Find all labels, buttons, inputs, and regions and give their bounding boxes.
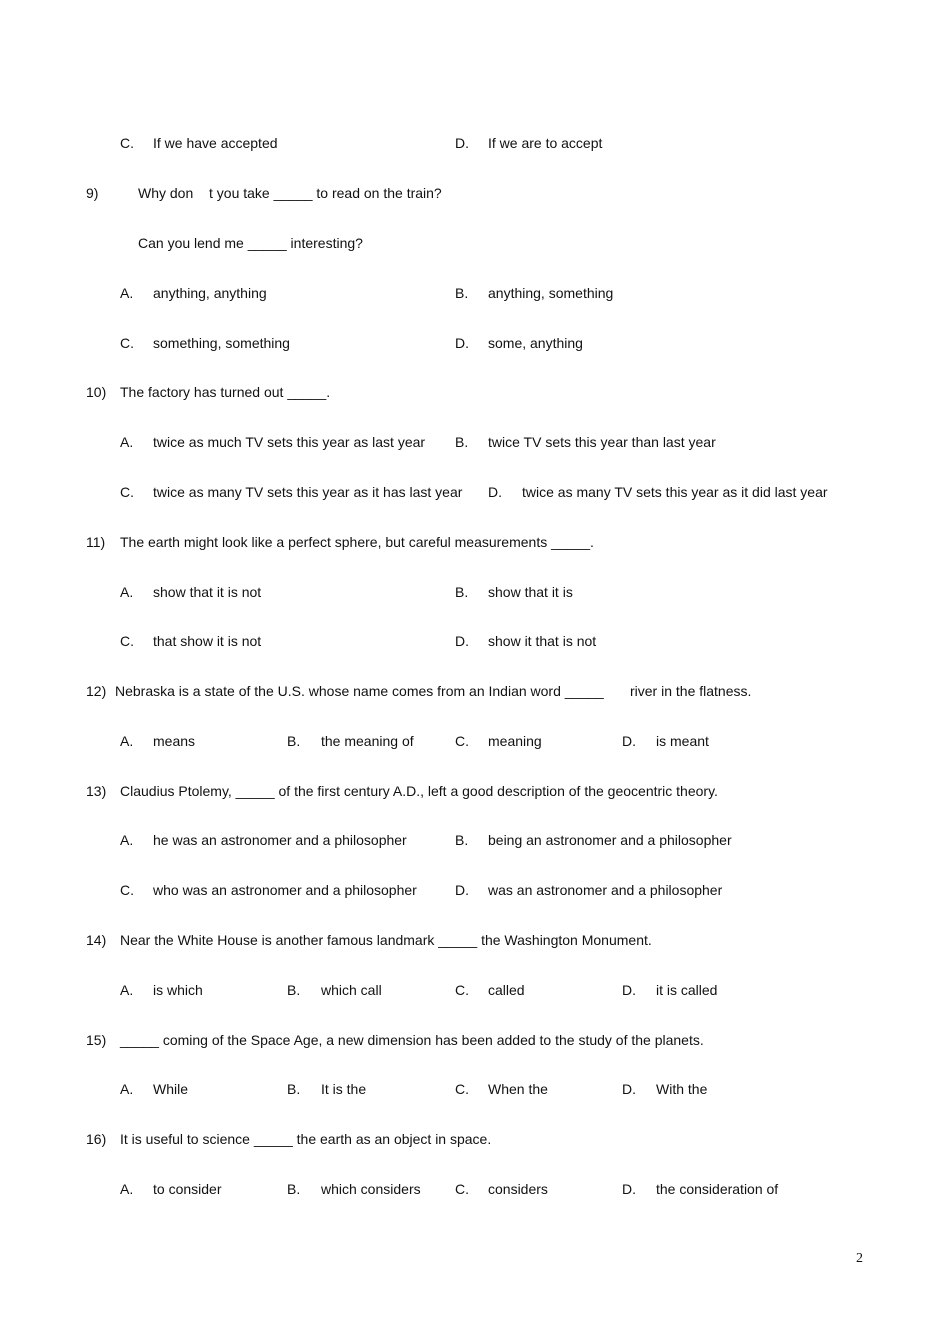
question-number: 13) (86, 783, 107, 799)
option-letter: C. (455, 733, 469, 749)
option-text: being an astronomer and a philosopher (488, 832, 732, 848)
option-text: When the (488, 1081, 548, 1097)
option-text: If we have accepted (153, 135, 278, 151)
option-text: which considers (321, 1181, 421, 1197)
question-text: Claudius Ptolemy, _____ of the first century A.D., left a good description of the geocentric theory. (120, 783, 718, 799)
option-text: While (153, 1081, 189, 1097)
option-text: show that it is not (153, 584, 262, 600)
question-number: 12) (86, 683, 107, 699)
option-letter: B. (287, 1081, 301, 1097)
question-text: river in the flatness. (630, 683, 752, 699)
question-text: _____ coming of the Space Age, a new dimension has been added to the study of the planets. (120, 1032, 704, 1048)
option-text: to consider (153, 1181, 222, 1197)
option-text: means (153, 733, 196, 749)
option-letter: A. (120, 733, 134, 749)
question-number: 16) (86, 1131, 107, 1147)
option-text: twice as many TV sets this year as it has last year (153, 484, 463, 500)
option-text: he was an astronomer and a philosopher (153, 832, 407, 848)
option-text: is meant (656, 733, 709, 749)
option-letter: B. (287, 1181, 301, 1197)
option-text: considers (488, 1181, 548, 1197)
option-letter: C. (120, 633, 134, 649)
page-number: 2 (856, 1251, 863, 1266)
option-text: twice TV sets this year than last year (488, 434, 716, 450)
option-text: With the (656, 1081, 708, 1097)
option-letter: C. (455, 1181, 469, 1197)
question-text: The factory has turned out _____. (120, 384, 331, 400)
option-letter: C. (120, 484, 134, 500)
question-text: Near the White House is another famous landmark _____ the Washington Monument. (120, 932, 652, 948)
option-letter: B. (455, 285, 469, 301)
option-text: was an astronomer and a philosopher (488, 882, 723, 898)
question-number: 14) (86, 932, 107, 948)
option-text: some, anything (488, 335, 583, 351)
option-text: called (488, 982, 525, 998)
option-letter: D. (455, 633, 469, 649)
option-letter: D. (622, 1181, 636, 1197)
question-text: The earth might look like a perfect sphere, but careful measurements _____. (120, 534, 594, 550)
option-letter: A. (120, 285, 134, 301)
question-number: 11) (86, 534, 106, 550)
option-letter: D. (455, 135, 469, 151)
question-number: 10) (86, 384, 107, 400)
option-letter: A. (120, 832, 134, 848)
question-text: Nebraska is a state of the U.S. whose name comes from an Indian word _____ (115, 683, 604, 699)
option-letter: C. (455, 982, 469, 998)
option-letter: D. (455, 335, 469, 351)
question-text: Can you lend me _____ interesting? (138, 235, 363, 251)
option-letter: A. (120, 982, 134, 998)
option-letter: A. (120, 434, 134, 450)
question-number: 9) (86, 185, 99, 201)
option-letter: C. (455, 1081, 469, 1097)
option-letter: D. (488, 484, 502, 500)
option-letter: B. (287, 982, 301, 998)
option-letter: A. (120, 1081, 134, 1097)
option-letter: B. (455, 584, 469, 600)
option-text: twice as many TV sets this year as it did last year (522, 484, 828, 500)
option-text: anything, something (488, 285, 614, 301)
option-letter: D. (622, 733, 636, 749)
option-text: twice as much TV sets this year as last year (153, 434, 426, 450)
option-text: the consideration of (656, 1181, 779, 1197)
option-text: show that it is (488, 584, 573, 600)
option-text: It is the (321, 1081, 367, 1097)
question-text: t you take _____ to read on the train? (209, 185, 442, 201)
option-text: which call (321, 982, 382, 998)
option-letter: C. (120, 882, 134, 898)
option-letter: C. (120, 135, 134, 151)
question-number: 15) (86, 1032, 107, 1048)
option-text: is which (153, 982, 203, 998)
option-text: show it that is not (488, 633, 597, 649)
option-letter: C. (120, 335, 134, 351)
option-text: meaning (488, 733, 542, 749)
option-text: anything, anything (153, 285, 267, 301)
option-text: that show it is not (153, 633, 262, 649)
option-text: If we are to accept (488, 135, 603, 151)
option-letter: A. (120, 1181, 134, 1197)
option-text: something, something (153, 335, 290, 351)
question-text: Why don (138, 185, 194, 201)
question-text: It is useful to science _____ the earth as an object in space. (120, 1131, 492, 1147)
option-letter: B. (455, 434, 469, 450)
option-letter: D. (622, 982, 636, 998)
option-text: the meaning of (321, 733, 414, 749)
option-letter: A. (120, 584, 134, 600)
option-text: it is called (656, 982, 718, 998)
option-letter: D. (622, 1081, 636, 1097)
option-letter: B. (455, 832, 469, 848)
option-text: who was an astronomer and a philosopher (153, 882, 417, 898)
option-letter: B. (287, 733, 301, 749)
option-letter: D. (455, 882, 469, 898)
